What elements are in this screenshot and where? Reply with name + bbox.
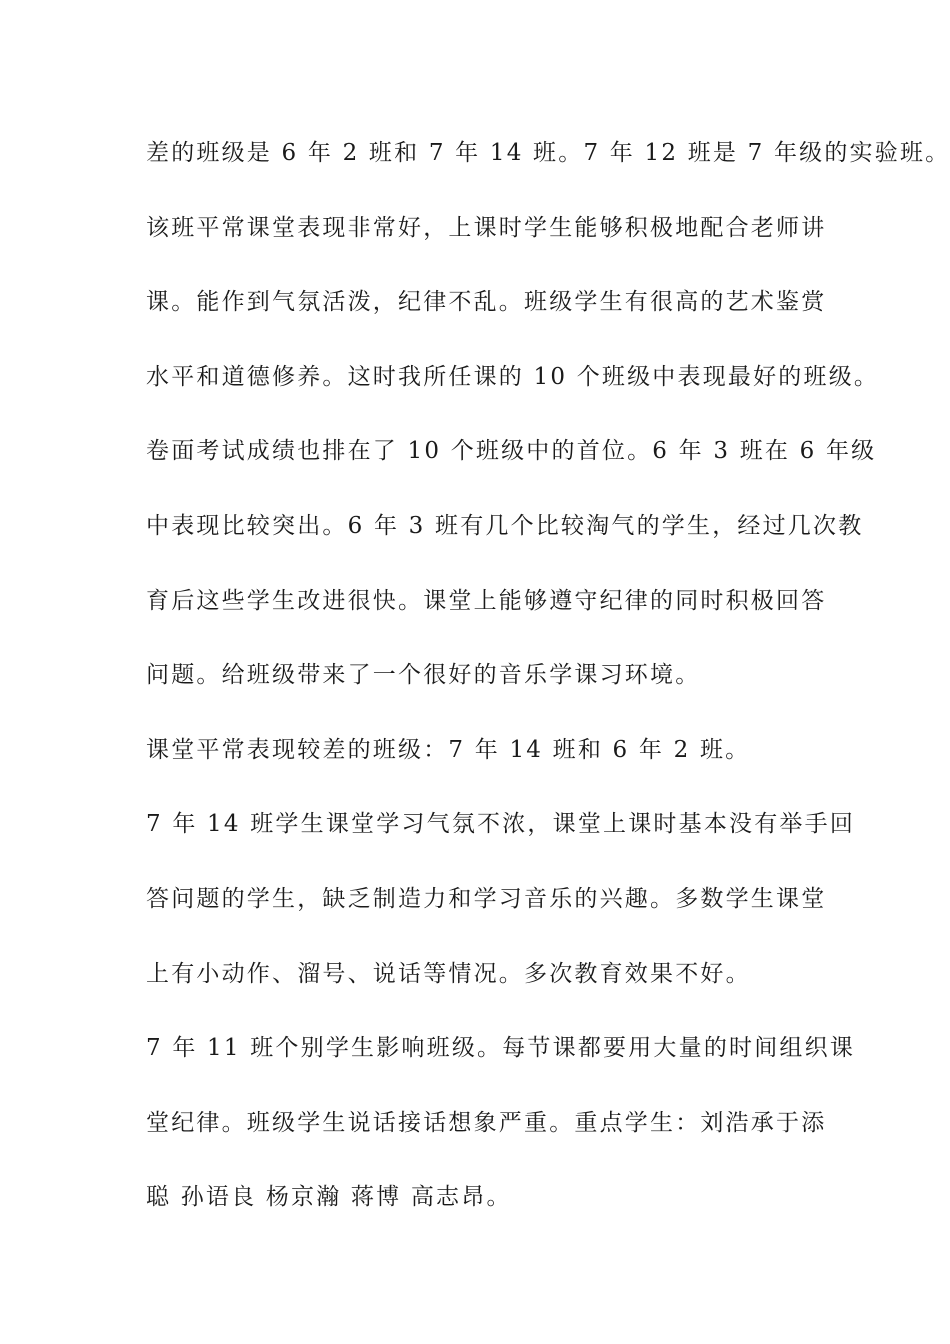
text-line-8: 问题。给班级带来了一个很好的音乐学课习环境。	[146, 662, 701, 689]
text-line-15: 聪 孙语良 杨京瀚 蒋博 高志昂。	[146, 1184, 512, 1211]
text-line-3: 课。能作到气氛活泼，纪律不乱。班级学生有很高的艺术鉴赏	[146, 289, 827, 316]
text-line-12: 上有小动作、溜号、说话等情况。多次教育效果不好。	[146, 960, 751, 987]
text-line-2: 该班平常课堂表现非常好，上课时学生能够积极地配合老师讲	[146, 214, 827, 241]
text-line-9: 课堂平常表现较差的班级：7 年 14 班和 6 年 2 班。	[146, 736, 751, 763]
document-body	[146, 130, 950, 1249]
text-line-4: 水平和道德修养。这时我所任课的 10 个班级中表现最好的班级。	[146, 363, 880, 390]
text-line-6: 中表现比较突出。6 年 3 班有几个比较淘气的学生，经过几次教	[146, 512, 864, 539]
text-line-5: 卷面考试成绩也排在了 10 个班级中的首位。6 年 3 班在 6 年级	[146, 438, 877, 465]
text-line-7: 育后这些学生改进很快。课堂上能够遵守纪律的同时积极回答	[146, 587, 827, 614]
text-line-10: 7 年 14 班学生课堂学习气氛不浓，课堂上课时基本没有举手回	[146, 811, 856, 838]
text-line-1: 差的班级是 6 年 2 班和 7 年 14 班。7 年 12 班是 7 年级的实验班。	[146, 140, 950, 166]
text-line-13: 7 年 11 班个别学生影响班级。每节课都要用大量的时间组织课	[146, 1035, 856, 1062]
text-line-11: 答问题的学生，缺乏制造力和学习音乐的兴趣。多数学生课堂	[146, 885, 827, 912]
text-line-14: 堂纪律。班级学生说话接话想象严重。重点学生：刘浩承于添	[146, 1109, 827, 1136]
